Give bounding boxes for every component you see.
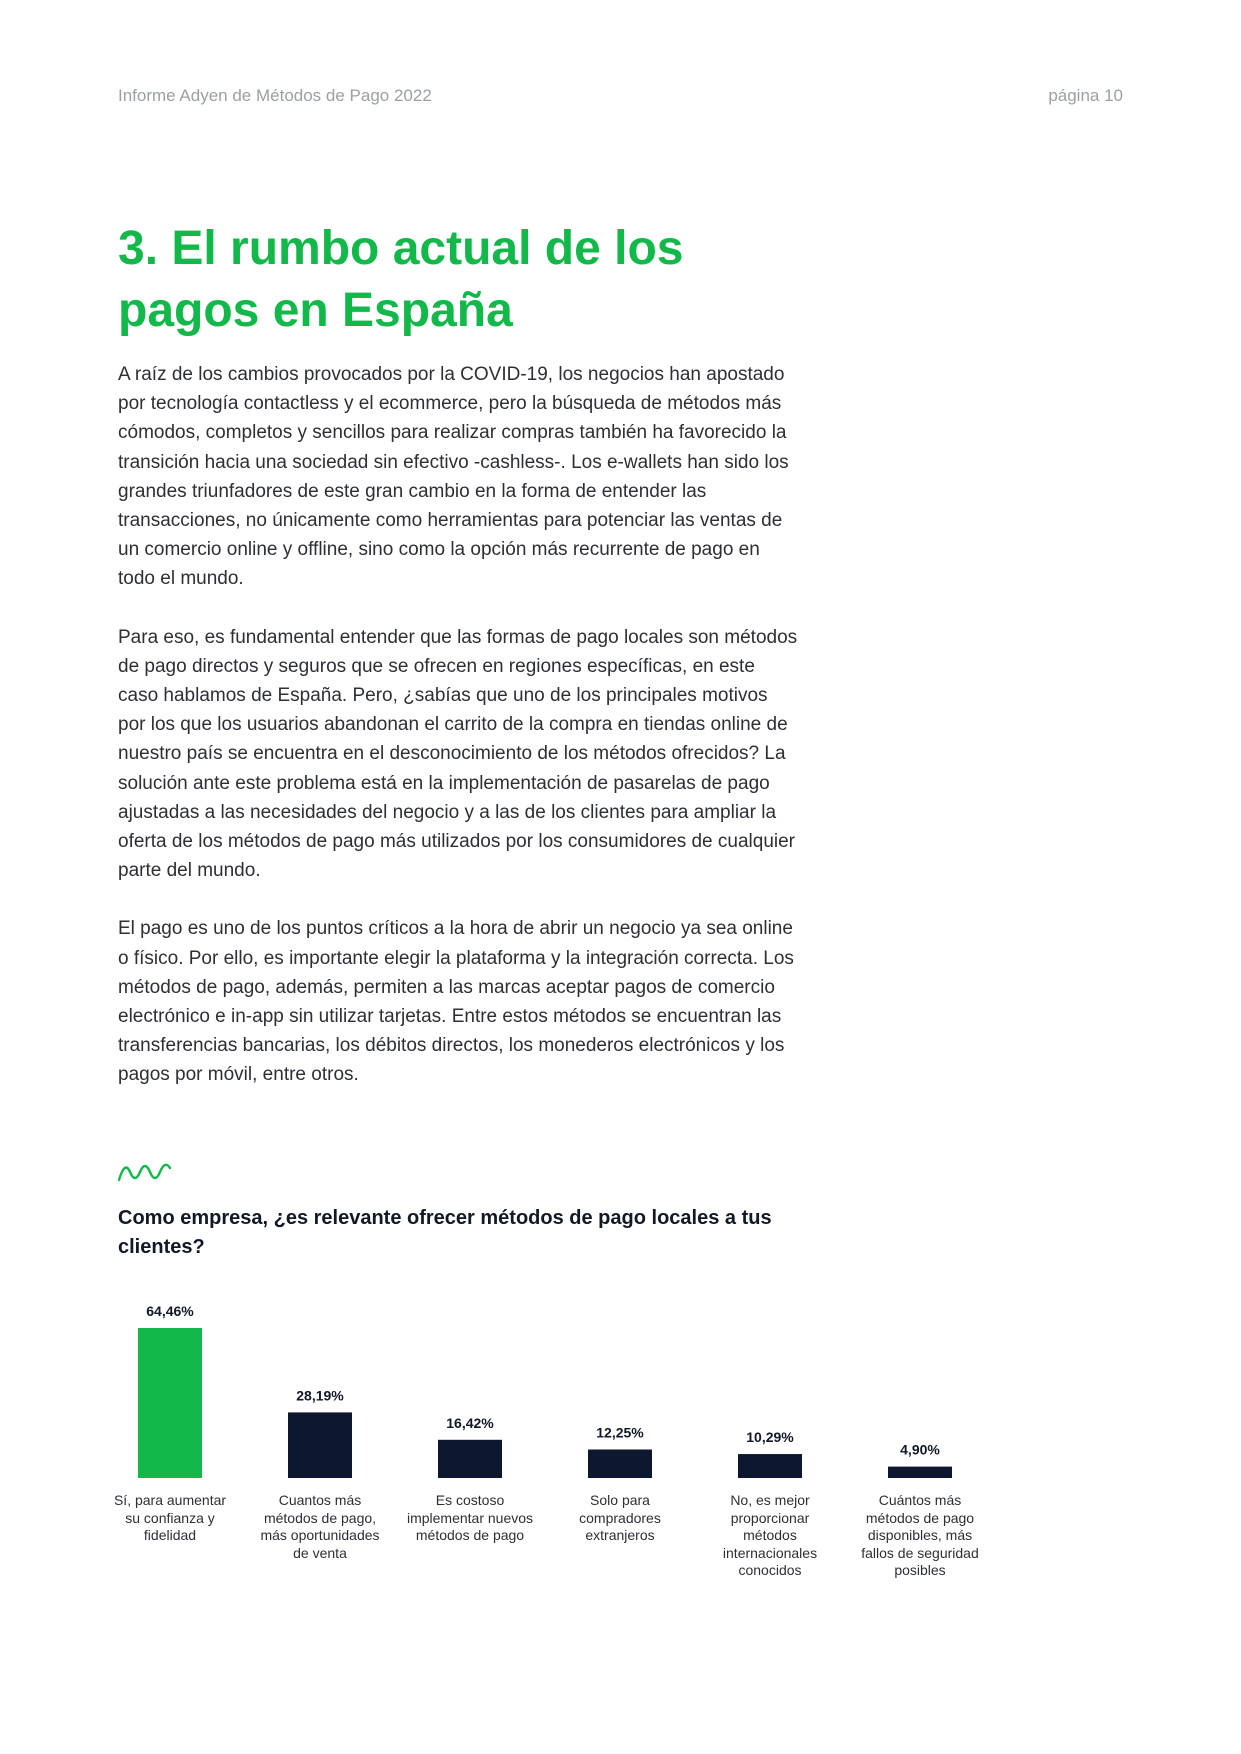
bar-value-label-4: 12,25% [596,1424,644,1441]
paragraph-2: Para eso, es fundamental entender que las formas de pago locales son métodos de pago directos y seguros que se ofrecen en regiones específicas, en este caso hablamos de España. Pero, ¿sabías que uno de los principales motivos por los que los usuarios abandonan el carrito de la compra en tiendas online de nuestro país se encuentra en el desconocimiento de los métodos ofrecidos? La solución ante este problema está en la implementación de pasarelas de pago ajustadas a las necesidades del negocio y a las de los clientes para ampliar la oferta de los métodos de pago más utilizados por los consumidores de cualquier parte del mundo. [118,626,798,882]
category-label-1: Sí, para aumentar su confianza y fidelidad [113,1492,227,1544]
bar-value-label-6: 4,90% [900,1441,940,1458]
bar-chart-svg [118,1290,998,1490]
page-number: página 10 [1048,86,1123,105]
bar-6 [888,1467,952,1478]
bar-value-label-5: 10,29% [746,1429,794,1446]
category-label-5: No, es mejor proporcionar métodos internacionales conocidos [722,1492,818,1579]
bar-value-label-3: 16,42% [446,1414,494,1431]
chart-title: Como empresa, ¿es relevante ofrecer métodos de pago locales a tus clientes? [118,1207,772,1258]
bar-value-label-2: 28,19% [296,1387,344,1404]
bar-3 [438,1440,502,1478]
paragraph-1: A raíz de los cambios provocados por la COVID-19, los negocios han apostado por tecnología contactless y el ecommerce, pero la búsqueda de métodos más cómodos, completos y sencillos para realizar compras también ha favorecido la transición hacia una sociedad sin efectivo -cashless-. Los e-wallets han sido los grandes triunfadores de este gran cambio en la forma de entender las transacciones, no únicamente como herramientas para potenciar las ventas de un comercio online y offline, sino como la opción más recurrente de pago en todo el mundo. [118,364,789,590]
paragraph-3: El pago es uno de los puntos críticos a la hora de abrir un negocio ya sea online o físico. Por ello, es importante elegir la plataforma y la integración correcta. Los métodos de pago, además, permiten a las marcas aceptar pagos de comercio electrónico e in-app sin utilizar tarjetas. Entre estos métodos se encuentran las transferencias bancarias, los débitos directos, los monederos electrónicos y los pagos por móvil, entre otros. [118,918,794,1086]
bar-value-label-1: 64,46% [146,1303,194,1319]
report-title: Informe Adyen de Métodos de Pago 2022 [118,86,432,105]
bar-1 [138,1328,202,1478]
wave-icon [118,1158,172,1186]
bar-4 [588,1449,652,1478]
bar-chart [113,1290,998,1650]
page-header [118,86,1123,110]
category-label-6: Cuántos más métodos de pago disponibles, más fallos de seguridad posibles [861,1492,979,1579]
bar-5 [738,1454,802,1478]
section-title: 3. El rumbo actual de los pagos en España [118,222,684,337]
bar-2 [288,1412,352,1478]
category-label-4: Solo para compradores extranjeros [579,1492,661,1544]
category-label-3: Es costoso implementar nuevos métodos de pago [406,1492,534,1544]
category-label-2: Cuantos más métodos de pago, más oportunidades de venta [260,1492,380,1561]
body-text [118,360,798,1119]
